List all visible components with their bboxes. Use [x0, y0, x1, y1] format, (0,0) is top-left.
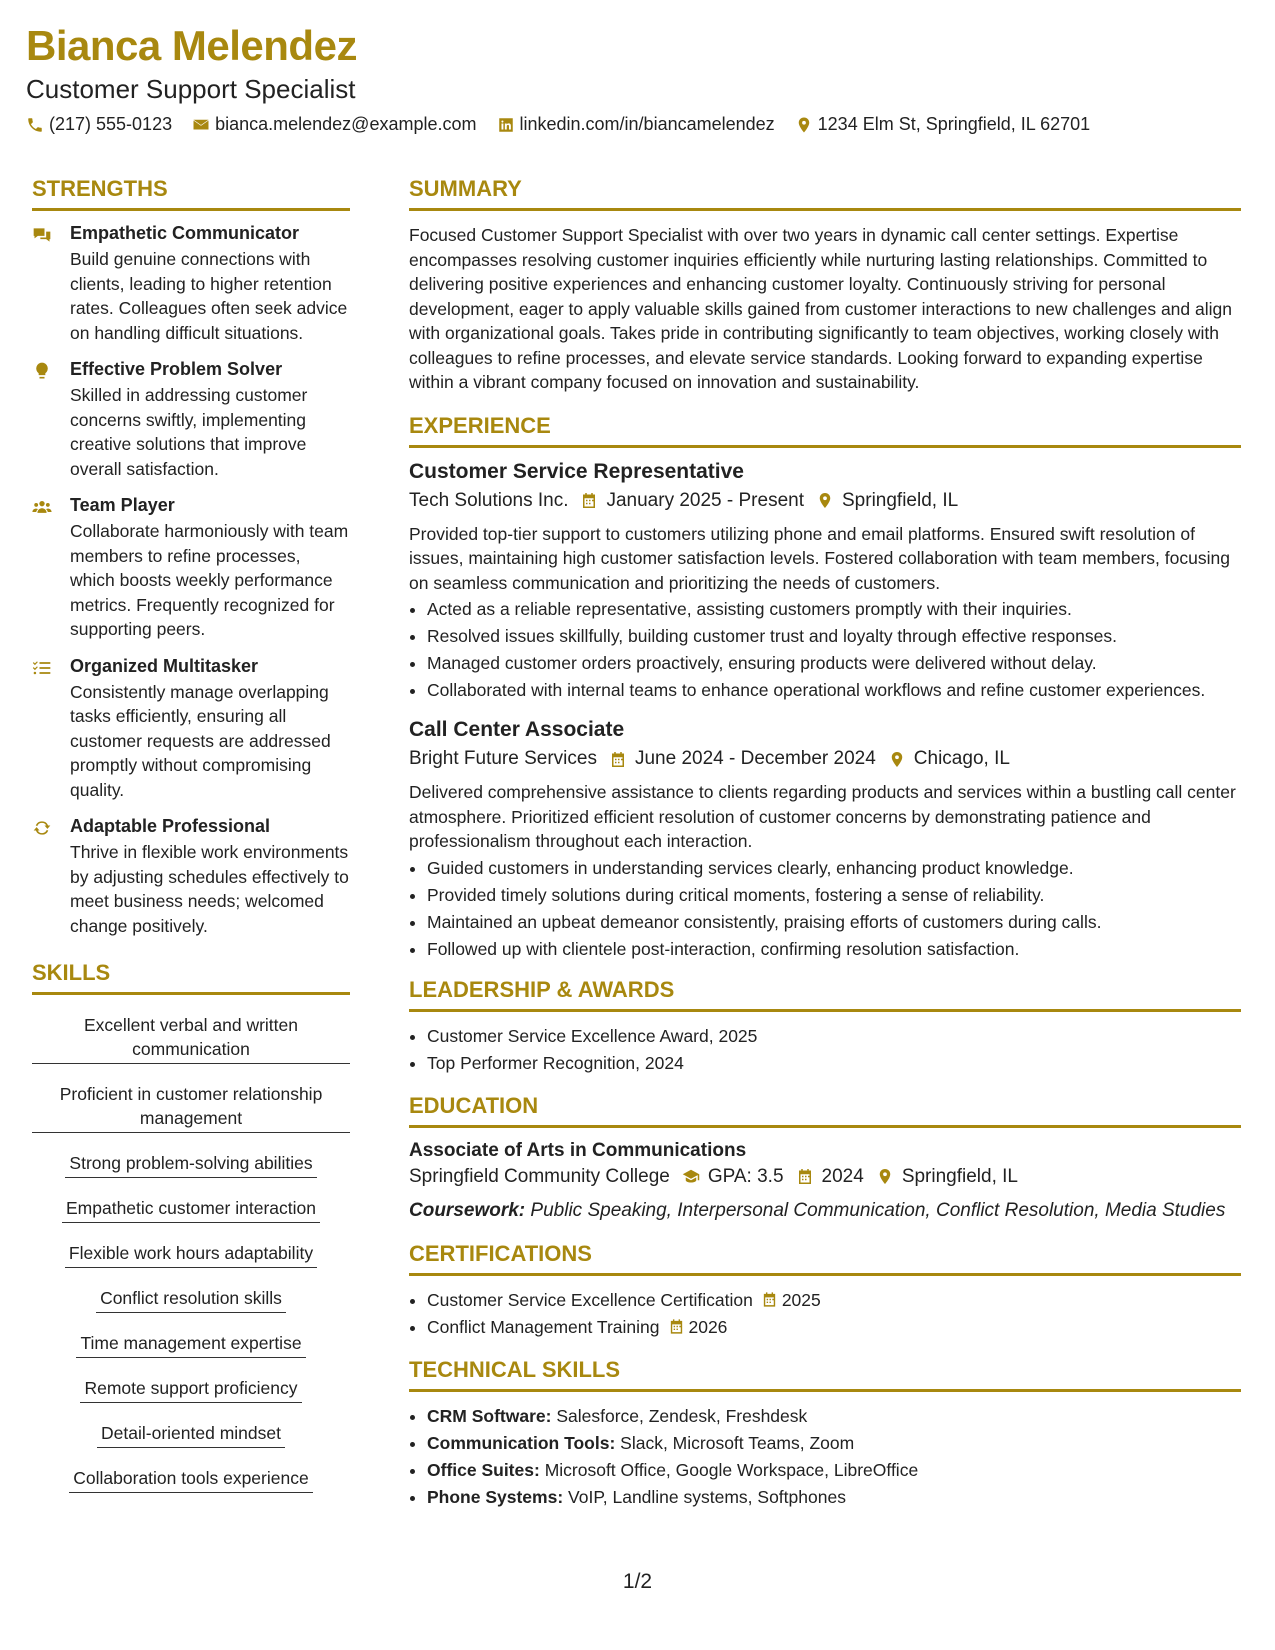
gpa-item — [682, 1166, 784, 1188]
strength-desc: Skilled in addressing customer concerns swiftly, implementing creative solutions that improve overall satisfaction. — [70, 385, 308, 479]
users-icon — [32, 495, 70, 642]
strength-item — [32, 359, 350, 481]
certifications-section — [409, 1241, 1241, 1339]
skill-item: Time management expertise — [76, 1331, 305, 1358]
map-marker-icon — [876, 1168, 894, 1186]
summary-text: Focused Customer Support Specialist with over two years in dynamic call center settings. Expertise encompasses resolving customer inquiries efficiently while nurturing lasting relationships. Committed to delivering positive experiences and enhancing customer loyalty. Continuously striving for personal development, eager to apply valuable skills gained from customer interactions to new challenges and align with organizational goals. Takes pride in contributing significantly to team objectives, working closely with colleagues to refine processes, and elevate service standards. Looking forward to expanding expertise within a vibrant company focused on innovation and sustainability. — [409, 225, 1232, 392]
job-description: Delivered comprehensive assistance to clients regarding products and services within a bustling call center atmosphere. Prioritized efficient resolution of customer concerns by demonstrating patience and professionalism throughout each interaction. — [409, 782, 1236, 851]
technical-value: Salesforce, Zendesk, Freshdesk — [556, 1405, 808, 1426]
graduation-cap-icon — [682, 1168, 700, 1186]
job-bullet: • Managed customer orders proactively, ensuring products were delivered without delay. — [427, 651, 1241, 675]
skill-item: Flexible work hours adaptability — [65, 1241, 317, 1268]
awards-section — [409, 977, 1241, 1075]
education-section — [409, 1093, 1241, 1223]
calendar-icon — [796, 1168, 814, 1186]
education-heading: EDUCATION — [409, 1093, 1241, 1128]
strength-desc: Build genuine connections with clients, leading to higher retention rates. Colleagues often seek advice on handling difficult situations. — [70, 249, 348, 343]
award-item: • Top Performer Recognition, 2024 — [427, 1051, 1241, 1075]
contact-phone[interactable] — [26, 114, 172, 135]
map-marker-icon — [795, 116, 813, 134]
phone-icon — [26, 116, 44, 134]
list-check-icon — [32, 656, 70, 803]
calendar-icon — [761, 1291, 779, 1309]
calendar-icon — [580, 492, 598, 510]
skill-row — [32, 1235, 350, 1280]
job-bullet: • Maintained an upbeat demeanor consistently, praising efforts of customers during calls. — [427, 910, 1241, 934]
degree-title: Associate of Arts in Communications — [409, 1139, 747, 1161]
job-location-item — [888, 748, 1010, 770]
strength-desc: Consistently manage overlapping tasks efficiently, ensuring all customer requests are addressed promptly without compromising quality. — [70, 681, 331, 800]
summary-heading: SUMMARY — [409, 176, 1241, 211]
technical-label: Phone Systems: — [427, 1486, 564, 1507]
skill-row — [32, 1325, 350, 1370]
technical-section — [409, 1357, 1241, 1509]
skill-item: Excellent verbal and written communication — [32, 1013, 350, 1064]
job-title: Customer Service Representative — [409, 459, 744, 483]
education-location: Springfield, IL — [901, 1165, 1018, 1187]
technical-item — [427, 1458, 1241, 1482]
map-marker-icon — [888, 750, 906, 768]
company-name: Bright Future Services — [409, 748, 597, 769]
candidate-title: Customer Support Specialist — [26, 74, 356, 104]
award-item: • Customer Service Excellence Award, 2025 — [427, 1024, 1241, 1048]
certifications-list — [409, 1288, 1241, 1339]
skill-item: Remote support proficiency — [80, 1376, 301, 1403]
phone-text: (217) 555-0123 — [49, 114, 173, 134]
job-bullet: • Provided timely solutions during critical moments, fostering a sense of reliability. — [427, 883, 1241, 907]
skill-row — [32, 1460, 350, 1505]
job-meta — [409, 490, 1241, 512]
lightbulb-icon — [32, 359, 70, 481]
candidate-name: Bianca Melendez — [26, 22, 357, 69]
contact-bar — [26, 114, 1090, 135]
sync-icon — [32, 816, 70, 938]
map-marker-icon — [816, 492, 834, 510]
strengths-heading: STRENGTHS — [32, 176, 350, 211]
strength-desc: Thrive in flexible work environments by adjusting schedules effectively to meet business needs; welcomed change positively. — [70, 842, 349, 936]
skill-item: Strong problem-solving abilities — [65, 1151, 316, 1178]
strength-title: Empathetic Communicator — [70, 223, 300, 243]
coursework-text: Public Speaking, Interpersonal Communication, Conflict Resolution, Media Studies — [530, 1199, 1226, 1221]
skills-list — [32, 1007, 350, 1505]
technical-item — [427, 1404, 1241, 1428]
right-column — [409, 176, 1241, 1527]
technical-heading: TECHNICAL SKILLS — [409, 1357, 1241, 1392]
strength-desc: Collaborate harmoniously with team members to refine processes, which boosts weekly performance metrics. Frequently recognized for supporting peers. — [70, 521, 349, 639]
education-year: 2024 — [821, 1165, 864, 1187]
contact-address — [795, 114, 1091, 135]
skills-heading: SKILLS — [32, 960, 350, 995]
school-name: Springfield Community College — [409, 1165, 670, 1187]
certification-item — [427, 1315, 1241, 1339]
technical-value: Microsoft Office, Google Workspace, LibreOffice — [544, 1459, 919, 1480]
page-number: 1/2 — [622, 1570, 653, 1593]
education-meta — [409, 1166, 1241, 1188]
certification-name: • Conflict Management Training — [427, 1316, 660, 1337]
job-dates: June 2024 - December 2024 — [634, 748, 876, 769]
skill-row — [32, 1076, 350, 1145]
email-text: bianca.melendez@example.com — [215, 114, 477, 134]
job-bullets — [409, 597, 1241, 702]
company-name: Tech Solutions Inc. — [409, 489, 569, 511]
strengths-list — [32, 223, 350, 938]
skill-row — [32, 1370, 350, 1415]
linkedin-icon — [497, 116, 515, 134]
education-location-item — [876, 1166, 1018, 1188]
comments-icon — [32, 223, 70, 345]
address-text: 1234 Elm St, Springfield, IL 62701 — [817, 114, 1091, 134]
jobs-list — [409, 460, 1241, 961]
strength-title: Organized Multitasker — [70, 655, 259, 676]
certification-year: 2025 — [781, 1289, 821, 1310]
technical-label: Communication Tools: — [427, 1432, 616, 1453]
job-entry — [409, 718, 1241, 961]
job-bullet: • Acted as a reliable representative, assisting customers promptly with their inquiries. — [427, 597, 1241, 621]
job-dates: January 2025 - Present — [606, 489, 804, 511]
strength-item — [32, 223, 350, 345]
skill-item: Collaboration tools experience — [69, 1466, 312, 1493]
awards-heading: LEADERSHIP & AWARDS — [409, 977, 1241, 1012]
job-location: Chicago, IL — [913, 748, 1010, 769]
strength-title: Team Player — [70, 495, 175, 515]
skill-row — [32, 1007, 350, 1076]
skill-row — [32, 1415, 350, 1460]
linkedin-text: linkedin.com/in/biancamelendez — [519, 114, 775, 134]
gpa-text: GPA: 3.5 — [707, 1165, 784, 1187]
job-bullet: • Collaborated with internal teams to enhance operational workflows and refine customer experiences. — [427, 678, 1241, 702]
strength-title: Adaptable Professional — [70, 816, 271, 836]
envelope-icon — [192, 116, 210, 134]
technical-value: VoIP, Landline systems, Softphones — [568, 1486, 846, 1507]
technical-item — [427, 1431, 1241, 1455]
contact-email[interactable] — [192, 114, 476, 135]
left-column — [32, 176, 350, 1505]
job-description: Provided top-tier support to customers utilizing phone and email platforms. Ensured swift resolution of issues, maintaining high customer satisfaction levels. Fostered collaboration with team members, focusing on seamless communication and prioritizing the needs of customers. — [409, 523, 1230, 593]
skill-row — [32, 1280, 350, 1325]
job-bullet: • Resolved issues skillfully, building customer trust and loyalty through effective responses. — [427, 624, 1241, 648]
strength-title: Effective Problem Solver — [70, 359, 283, 379]
certifications-heading: CERTIFICATIONS — [409, 1241, 1241, 1276]
job-dates-item — [580, 490, 804, 512]
coursework-label: Coursework: — [409, 1199, 526, 1221]
job-meta — [409, 748, 1241, 770]
skill-row — [32, 1145, 350, 1190]
education-year-item — [796, 1166, 864, 1188]
certification-year: 2026 — [688, 1316, 728, 1337]
contact-linkedin[interactable] — [497, 114, 775, 135]
technical-label: CRM Software: — [427, 1405, 552, 1426]
technical-list — [409, 1404, 1241, 1509]
skill-item: Detail-oriented mindset — [97, 1421, 285, 1448]
strength-item — [32, 656, 350, 803]
awards-list — [409, 1024, 1241, 1075]
technical-item — [427, 1485, 1241, 1509]
calendar-icon — [667, 1318, 685, 1336]
technical-value: Slack, Microsoft Teams, Zoom — [620, 1432, 855, 1453]
job-location-item — [816, 490, 958, 512]
job-dates-item — [609, 748, 876, 770]
skill-row — [32, 1190, 350, 1235]
technical-label: Office Suites: — [427, 1459, 540, 1480]
calendar-icon — [609, 750, 627, 768]
certification-name: • Customer Service Excellence Certification — [427, 1289, 753, 1310]
skill-item: Conflict resolution skills — [96, 1286, 286, 1313]
certification-item — [427, 1288, 1241, 1312]
skill-item: Proficient in customer relationship management — [32, 1082, 350, 1133]
job-entry — [409, 460, 1241, 703]
job-bullets — [409, 856, 1241, 961]
job-bullet: • Guided customers in understanding services clearly, enhancing product knowledge. — [427, 856, 1241, 880]
job-bullet: • Followed up with clientele post-interaction, confirming resolution satisfaction. — [427, 937, 1241, 961]
coursework — [409, 1198, 1241, 1223]
job-location: Springfield, IL — [842, 489, 959, 511]
experience-heading: EXPERIENCE — [409, 413, 1241, 448]
skill-item: Empathetic customer interaction — [62, 1196, 320, 1223]
strength-item — [32, 816, 350, 938]
strength-item — [32, 495, 350, 642]
job-title: Call Center Associate — [409, 718, 625, 741]
